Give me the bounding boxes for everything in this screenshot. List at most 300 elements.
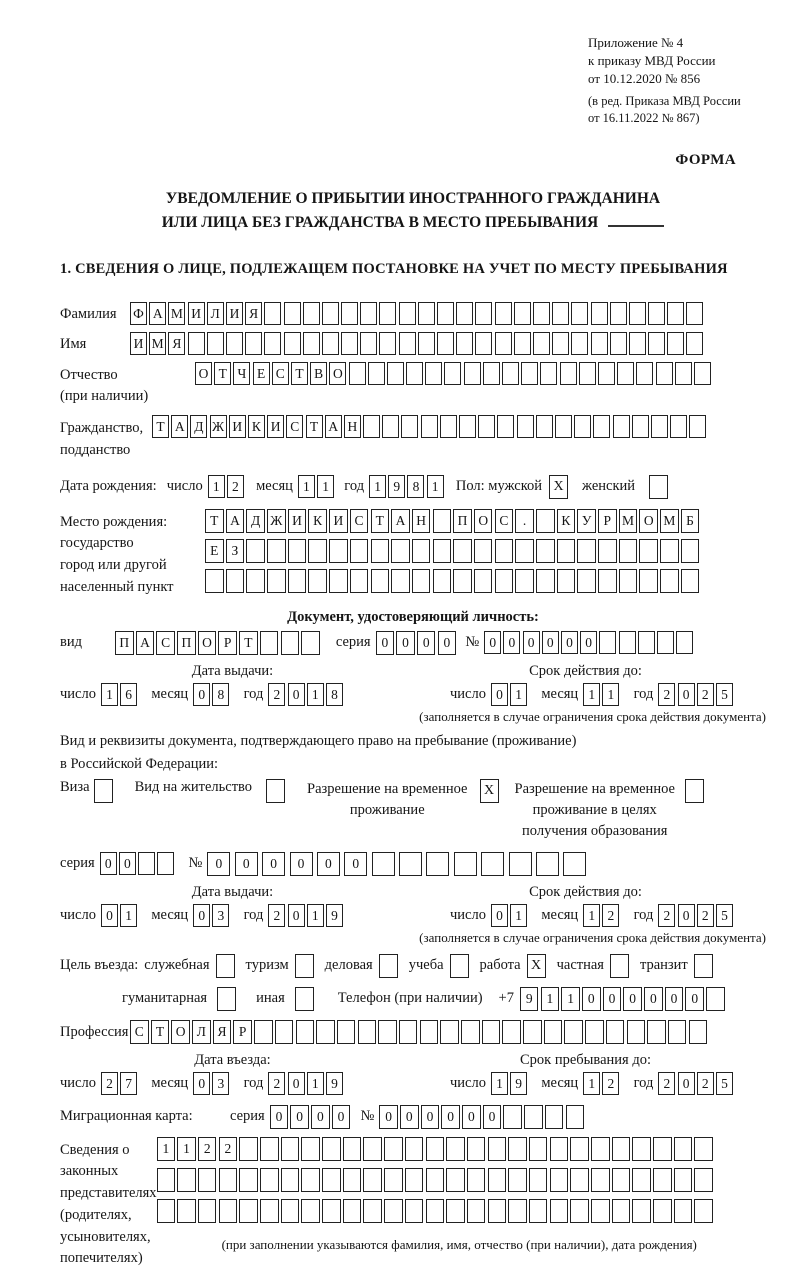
char-box[interactable]: 0 bbox=[491, 904, 508, 927]
purpose-private-checkbox[interactable] bbox=[610, 954, 629, 978]
char-box[interactable] bbox=[239, 1168, 258, 1192]
char-box[interactable]: 0 bbox=[311, 1105, 330, 1129]
char-box[interactable] bbox=[391, 539, 410, 563]
char-box[interactable]: Т bbox=[291, 362, 308, 385]
char-box[interactable]: 0 bbox=[193, 683, 210, 706]
char-box[interactable]: 0 bbox=[678, 1072, 695, 1095]
char-box[interactable]: В bbox=[310, 362, 327, 385]
char-box[interactable] bbox=[446, 1199, 465, 1223]
char-box[interactable] bbox=[363, 1199, 382, 1223]
male-checkbox[interactable]: X bbox=[549, 475, 568, 499]
char-box[interactable] bbox=[503, 1105, 522, 1129]
char-box[interactable] bbox=[545, 1105, 564, 1129]
char-box[interactable] bbox=[514, 332, 531, 355]
char-box[interactable] bbox=[401, 415, 418, 438]
char-box[interactable]: 1 bbox=[307, 683, 324, 706]
char-box[interactable] bbox=[566, 1105, 585, 1129]
char-box[interactable] bbox=[585, 1020, 604, 1044]
char-box[interactable] bbox=[281, 1199, 300, 1223]
char-box[interactable]: О bbox=[329, 362, 346, 385]
char-box[interactable] bbox=[613, 415, 630, 438]
char-box[interactable] bbox=[612, 1168, 631, 1192]
char-box[interactable] bbox=[188, 332, 205, 355]
char-box[interactable] bbox=[453, 569, 472, 593]
char-box[interactable] bbox=[686, 302, 703, 325]
char-box[interactable] bbox=[418, 302, 435, 325]
char-box[interactable] bbox=[482, 1020, 501, 1044]
char-box[interactable] bbox=[694, 1168, 713, 1192]
char-box[interactable] bbox=[495, 332, 512, 355]
char-box[interactable]: З bbox=[226, 539, 245, 563]
purpose-work-checkbox[interactable]: X bbox=[527, 954, 546, 978]
char-box[interactable]: 0 bbox=[332, 1105, 351, 1129]
char-box[interactable]: 0 bbox=[270, 1105, 289, 1129]
char-box[interactable] bbox=[341, 302, 358, 325]
char-box[interactable] bbox=[446, 1137, 465, 1161]
char-box[interactable] bbox=[536, 415, 553, 438]
char-box[interactable] bbox=[488, 1137, 507, 1161]
char-box[interactable]: 2 bbox=[198, 1137, 217, 1161]
char-box[interactable]: Е bbox=[253, 362, 270, 385]
char-box[interactable]: 0 bbox=[235, 852, 258, 876]
char-box[interactable]: А bbox=[325, 415, 342, 438]
char-box[interactable] bbox=[379, 302, 396, 325]
char-box[interactable]: 5 bbox=[716, 904, 733, 927]
char-box[interactable]: 9 bbox=[510, 1072, 527, 1095]
char-box[interactable] bbox=[668, 1020, 687, 1044]
char-box[interactable] bbox=[481, 852, 504, 876]
char-box[interactable] bbox=[138, 852, 155, 875]
char-box[interactable]: И bbox=[188, 302, 205, 325]
char-box[interactable] bbox=[322, 1199, 341, 1223]
char-box[interactable]: А bbox=[391, 509, 410, 533]
char-box[interactable] bbox=[198, 1168, 217, 1192]
char-box[interactable] bbox=[467, 1199, 486, 1223]
char-box[interactable] bbox=[343, 1168, 362, 1192]
char-box[interactable] bbox=[207, 332, 224, 355]
purpose-other-checkbox[interactable] bbox=[295, 987, 314, 1011]
char-box[interactable]: К bbox=[308, 509, 327, 533]
char-box[interactable] bbox=[246, 539, 265, 563]
char-box[interactable] bbox=[571, 332, 588, 355]
char-box[interactable]: . bbox=[515, 509, 534, 533]
char-box[interactable] bbox=[433, 509, 452, 533]
char-box[interactable] bbox=[341, 332, 358, 355]
char-box[interactable] bbox=[591, 1168, 610, 1192]
char-box[interactable]: 0 bbox=[561, 631, 578, 654]
char-box[interactable]: 1 bbox=[510, 904, 527, 927]
char-box[interactable]: О bbox=[474, 509, 493, 533]
char-box[interactable] bbox=[308, 539, 327, 563]
char-box[interactable]: 1 bbox=[307, 1072, 324, 1095]
char-box[interactable] bbox=[515, 569, 534, 593]
char-box[interactable] bbox=[629, 302, 646, 325]
char-box[interactable] bbox=[399, 1020, 418, 1044]
purpose-tourism-checkbox[interactable] bbox=[295, 954, 314, 978]
char-box[interactable] bbox=[260, 1137, 279, 1161]
char-box[interactable] bbox=[681, 539, 700, 563]
char-box[interactable]: 1 bbox=[369, 475, 386, 498]
char-box[interactable]: 2 bbox=[658, 1072, 675, 1095]
char-box[interactable] bbox=[627, 1020, 646, 1044]
char-box[interactable] bbox=[612, 1199, 631, 1223]
char-box[interactable] bbox=[577, 569, 596, 593]
char-box[interactable] bbox=[523, 1020, 542, 1044]
char-box[interactable] bbox=[418, 332, 435, 355]
char-box[interactable] bbox=[322, 1168, 341, 1192]
female-checkbox[interactable] bbox=[649, 475, 668, 499]
residence-permit-checkbox[interactable] bbox=[266, 779, 285, 803]
char-box[interactable] bbox=[593, 415, 610, 438]
purpose-study-checkbox[interactable] bbox=[450, 954, 469, 978]
char-box[interactable]: 2 bbox=[697, 904, 714, 927]
char-box[interactable] bbox=[706, 987, 725, 1011]
char-box[interactable] bbox=[421, 415, 438, 438]
char-box[interactable] bbox=[157, 1199, 176, 1223]
char-box[interactable] bbox=[694, 1137, 713, 1161]
char-box[interactable]: 0 bbox=[290, 852, 313, 876]
char-box[interactable] bbox=[426, 1199, 445, 1223]
char-box[interactable] bbox=[254, 1020, 273, 1044]
char-box[interactable] bbox=[371, 539, 390, 563]
char-box[interactable]: Л bbox=[192, 1020, 211, 1044]
char-box[interactable]: Е bbox=[205, 539, 224, 563]
char-box[interactable]: 0 bbox=[523, 631, 540, 654]
char-box[interactable]: Т bbox=[151, 1020, 170, 1044]
char-box[interactable]: Н bbox=[412, 509, 431, 533]
char-box[interactable]: 0 bbox=[193, 1072, 210, 1095]
char-box[interactable]: 6 bbox=[120, 683, 137, 706]
char-box[interactable] bbox=[667, 332, 684, 355]
char-box[interactable] bbox=[378, 1020, 397, 1044]
char-box[interactable] bbox=[459, 415, 476, 438]
char-box[interactable]: 3 bbox=[212, 1072, 229, 1095]
char-box[interactable] bbox=[632, 1137, 651, 1161]
char-box[interactable] bbox=[461, 1020, 480, 1044]
char-box[interactable] bbox=[453, 539, 472, 563]
char-box[interactable] bbox=[246, 569, 265, 593]
char-box[interactable]: 1 bbox=[177, 1137, 196, 1161]
char-box[interactable] bbox=[570, 1168, 589, 1192]
char-box[interactable]: 5 bbox=[716, 1072, 733, 1095]
char-box[interactable] bbox=[425, 362, 442, 385]
char-box[interactable]: 2 bbox=[268, 683, 285, 706]
char-box[interactable]: 9 bbox=[326, 1072, 343, 1095]
char-box[interactable] bbox=[281, 1168, 300, 1192]
char-box[interactable] bbox=[521, 362, 538, 385]
char-box[interactable]: 0 bbox=[644, 987, 663, 1011]
temp-residence-education-checkbox[interactable] bbox=[685, 779, 704, 803]
char-box[interactable] bbox=[681, 569, 700, 593]
char-box[interactable] bbox=[475, 302, 492, 325]
char-box[interactable] bbox=[675, 362, 692, 385]
char-box[interactable]: 1 bbox=[101, 683, 118, 706]
char-box[interactable]: 0 bbox=[542, 631, 559, 654]
char-box[interactable] bbox=[198, 1199, 217, 1223]
char-box[interactable]: 1 bbox=[208, 475, 225, 498]
char-box[interactable] bbox=[308, 569, 327, 593]
char-box[interactable] bbox=[524, 1105, 543, 1129]
char-box[interactable]: У bbox=[577, 509, 596, 533]
char-box[interactable]: 0 bbox=[119, 852, 136, 875]
char-box[interactable]: 1 bbox=[510, 683, 527, 706]
char-box[interactable] bbox=[636, 362, 653, 385]
char-box[interactable]: 9 bbox=[388, 475, 405, 498]
temp-residence-checkbox[interactable]: X bbox=[480, 779, 499, 803]
char-box[interactable] bbox=[329, 569, 348, 593]
char-box[interactable] bbox=[689, 415, 706, 438]
char-box[interactable] bbox=[674, 1168, 693, 1192]
char-box[interactable] bbox=[550, 1199, 569, 1223]
char-box[interactable]: 1 bbox=[583, 683, 600, 706]
char-box[interactable]: 2 bbox=[658, 683, 675, 706]
char-box[interactable]: С bbox=[156, 631, 175, 655]
char-box[interactable]: Ж bbox=[210, 415, 227, 438]
char-box[interactable]: Р bbox=[598, 509, 617, 533]
char-box[interactable]: 1 bbox=[583, 904, 600, 927]
char-box[interactable] bbox=[632, 415, 649, 438]
char-box[interactable]: 0 bbox=[290, 1105, 309, 1129]
char-box[interactable] bbox=[157, 852, 174, 875]
char-box[interactable] bbox=[617, 362, 634, 385]
char-box[interactable] bbox=[509, 852, 532, 876]
char-box[interactable] bbox=[322, 332, 339, 355]
char-box[interactable] bbox=[363, 1168, 382, 1192]
char-box[interactable]: 3 bbox=[212, 904, 229, 927]
char-box[interactable]: 0 bbox=[503, 631, 520, 654]
char-box[interactable] bbox=[437, 332, 454, 355]
char-box[interactable]: 1 bbox=[307, 904, 324, 927]
char-box[interactable] bbox=[598, 362, 615, 385]
char-box[interactable]: 0 bbox=[580, 631, 597, 654]
char-box[interactable]: А bbox=[136, 631, 155, 655]
char-box[interactable] bbox=[446, 1168, 465, 1192]
char-box[interactable] bbox=[550, 1168, 569, 1192]
char-box[interactable]: 1 bbox=[120, 904, 137, 927]
char-box[interactable] bbox=[536, 509, 555, 533]
char-box[interactable] bbox=[619, 569, 638, 593]
char-box[interactable]: 1 bbox=[298, 475, 315, 498]
char-box[interactable]: 1 bbox=[583, 1072, 600, 1095]
char-box[interactable] bbox=[508, 1168, 527, 1192]
char-box[interactable]: 0 bbox=[207, 852, 230, 876]
char-box[interactable]: 0 bbox=[288, 683, 305, 706]
char-box[interactable] bbox=[426, 1137, 445, 1161]
char-box[interactable] bbox=[368, 362, 385, 385]
char-box[interactable] bbox=[591, 1137, 610, 1161]
char-box[interactable] bbox=[322, 302, 339, 325]
char-box[interactable]: 2 bbox=[268, 1072, 285, 1095]
char-box[interactable] bbox=[533, 302, 550, 325]
char-box[interactable]: 0 bbox=[288, 1072, 305, 1095]
char-box[interactable]: 1 bbox=[317, 475, 334, 498]
char-box[interactable] bbox=[563, 852, 586, 876]
purpose-humanitarian-checkbox[interactable] bbox=[217, 987, 236, 1011]
char-box[interactable]: А bbox=[149, 302, 166, 325]
char-box[interactable] bbox=[536, 539, 555, 563]
char-box[interactable]: 0 bbox=[417, 631, 436, 655]
char-box[interactable] bbox=[372, 852, 395, 876]
char-box[interactable] bbox=[260, 631, 279, 655]
char-box[interactable]: 2 bbox=[658, 904, 675, 927]
char-box[interactable]: Д bbox=[246, 509, 265, 533]
char-box[interactable] bbox=[495, 539, 514, 563]
char-box[interactable]: 0 bbox=[685, 987, 704, 1011]
char-box[interactable] bbox=[653, 1199, 672, 1223]
char-box[interactable]: Ф bbox=[130, 302, 147, 325]
char-box[interactable]: 2 bbox=[227, 475, 244, 498]
char-box[interactable]: 0 bbox=[317, 852, 340, 876]
char-box[interactable]: С bbox=[272, 362, 289, 385]
char-box[interactable] bbox=[598, 539, 617, 563]
char-box[interactable] bbox=[612, 1137, 631, 1161]
char-box[interactable] bbox=[574, 415, 591, 438]
char-box[interactable]: Т bbox=[152, 415, 169, 438]
char-box[interactable]: 0 bbox=[193, 904, 210, 927]
char-box[interactable] bbox=[515, 539, 534, 563]
char-box[interactable] bbox=[540, 362, 557, 385]
char-box[interactable]: Р bbox=[218, 631, 237, 655]
char-box[interactable] bbox=[301, 1137, 320, 1161]
char-box[interactable] bbox=[619, 539, 638, 563]
char-box[interactable] bbox=[656, 362, 673, 385]
char-box[interactable] bbox=[508, 1199, 527, 1223]
char-box[interactable] bbox=[267, 539, 286, 563]
char-box[interactable] bbox=[157, 1168, 176, 1192]
char-box[interactable] bbox=[405, 1199, 424, 1223]
char-box[interactable]: 7 bbox=[120, 1072, 137, 1095]
char-box[interactable] bbox=[557, 539, 576, 563]
char-box[interactable]: И bbox=[267, 415, 284, 438]
char-box[interactable] bbox=[591, 1199, 610, 1223]
char-box[interactable]: 9 bbox=[520, 987, 539, 1011]
char-box[interactable] bbox=[379, 332, 396, 355]
char-box[interactable] bbox=[444, 362, 461, 385]
char-box[interactable] bbox=[478, 415, 495, 438]
char-box[interactable]: М bbox=[619, 509, 638, 533]
char-box[interactable]: О bbox=[171, 1020, 190, 1044]
char-box[interactable] bbox=[497, 415, 514, 438]
char-box[interactable] bbox=[433, 569, 452, 593]
char-box[interactable]: П bbox=[453, 509, 472, 533]
char-box[interactable] bbox=[632, 1168, 651, 1192]
char-box[interactable] bbox=[610, 332, 627, 355]
char-box[interactable] bbox=[177, 1168, 196, 1192]
char-box[interactable]: 2 bbox=[219, 1137, 238, 1161]
char-box[interactable] bbox=[544, 1020, 563, 1044]
char-box[interactable] bbox=[384, 1199, 403, 1223]
char-box[interactable] bbox=[514, 302, 531, 325]
char-box[interactable]: К bbox=[557, 509, 576, 533]
char-box[interactable] bbox=[437, 302, 454, 325]
char-box[interactable]: 0 bbox=[678, 904, 695, 927]
char-box[interactable] bbox=[420, 1020, 439, 1044]
char-box[interactable] bbox=[363, 415, 380, 438]
char-box[interactable] bbox=[382, 415, 399, 438]
char-box[interactable]: 8 bbox=[407, 475, 424, 498]
char-box[interactable] bbox=[440, 1020, 459, 1044]
char-box[interactable] bbox=[281, 1137, 300, 1161]
char-box[interactable] bbox=[360, 332, 377, 355]
char-box[interactable] bbox=[337, 1020, 356, 1044]
char-box[interactable] bbox=[384, 1137, 403, 1161]
char-box[interactable] bbox=[552, 302, 569, 325]
char-box[interactable] bbox=[552, 332, 569, 355]
char-box[interactable] bbox=[350, 539, 369, 563]
char-box[interactable]: М bbox=[149, 332, 166, 355]
char-box[interactable]: 0 bbox=[396, 631, 415, 655]
char-box[interactable]: 2 bbox=[697, 1072, 714, 1095]
char-box[interactable]: 0 bbox=[438, 631, 457, 655]
char-box[interactable] bbox=[288, 539, 307, 563]
char-box[interactable] bbox=[639, 539, 658, 563]
char-box[interactable]: 0 bbox=[483, 1105, 502, 1129]
char-box[interactable] bbox=[226, 332, 243, 355]
char-box[interactable] bbox=[638, 631, 655, 654]
char-box[interactable] bbox=[405, 1137, 424, 1161]
char-box[interactable] bbox=[483, 362, 500, 385]
char-box[interactable] bbox=[399, 302, 416, 325]
char-box[interactable] bbox=[264, 302, 281, 325]
char-box[interactable]: О bbox=[639, 509, 658, 533]
char-box[interactable] bbox=[426, 1168, 445, 1192]
char-box[interactable] bbox=[219, 1168, 238, 1192]
char-box[interactable]: П bbox=[177, 631, 196, 655]
char-box[interactable] bbox=[674, 1199, 693, 1223]
char-box[interactable] bbox=[343, 1137, 362, 1161]
char-box[interactable] bbox=[639, 569, 658, 593]
char-box[interactable]: И bbox=[226, 302, 243, 325]
char-box[interactable]: Я bbox=[213, 1020, 232, 1044]
char-box[interactable]: 0 bbox=[678, 683, 695, 706]
char-box[interactable] bbox=[405, 1168, 424, 1192]
char-box[interactable]: Н bbox=[344, 415, 361, 438]
char-box[interactable] bbox=[660, 539, 679, 563]
char-box[interactable]: 0 bbox=[100, 852, 117, 875]
char-box[interactable]: А bbox=[171, 415, 188, 438]
char-box[interactable]: 0 bbox=[400, 1105, 419, 1129]
char-box[interactable]: 2 bbox=[602, 904, 619, 927]
char-box[interactable] bbox=[322, 1137, 341, 1161]
char-box[interactable]: Л bbox=[207, 302, 224, 325]
char-box[interactable]: С bbox=[286, 415, 303, 438]
char-box[interactable]: 1 bbox=[561, 987, 580, 1011]
char-box[interactable]: 0 bbox=[603, 987, 622, 1011]
char-box[interactable]: М bbox=[660, 509, 679, 533]
char-box[interactable]: 1 bbox=[541, 987, 560, 1011]
char-box[interactable] bbox=[391, 569, 410, 593]
char-box[interactable] bbox=[296, 1020, 315, 1044]
char-box[interactable] bbox=[653, 1168, 672, 1192]
char-box[interactable] bbox=[648, 332, 665, 355]
char-box[interactable] bbox=[632, 1199, 651, 1223]
char-box[interactable] bbox=[529, 1137, 548, 1161]
char-box[interactable]: И bbox=[229, 415, 246, 438]
char-box[interactable] bbox=[579, 362, 596, 385]
char-box[interactable]: 8 bbox=[212, 683, 229, 706]
char-box[interactable]: 0 bbox=[376, 631, 395, 655]
char-box[interactable] bbox=[629, 332, 646, 355]
char-box[interactable] bbox=[577, 539, 596, 563]
char-box[interactable] bbox=[619, 631, 636, 654]
char-box[interactable] bbox=[456, 332, 473, 355]
char-box[interactable] bbox=[647, 1020, 666, 1044]
char-box[interactable] bbox=[550, 1137, 569, 1161]
char-box[interactable]: 1 bbox=[427, 475, 444, 498]
char-box[interactable] bbox=[177, 1199, 196, 1223]
char-box[interactable]: 0 bbox=[421, 1105, 440, 1129]
char-box[interactable] bbox=[301, 1199, 320, 1223]
